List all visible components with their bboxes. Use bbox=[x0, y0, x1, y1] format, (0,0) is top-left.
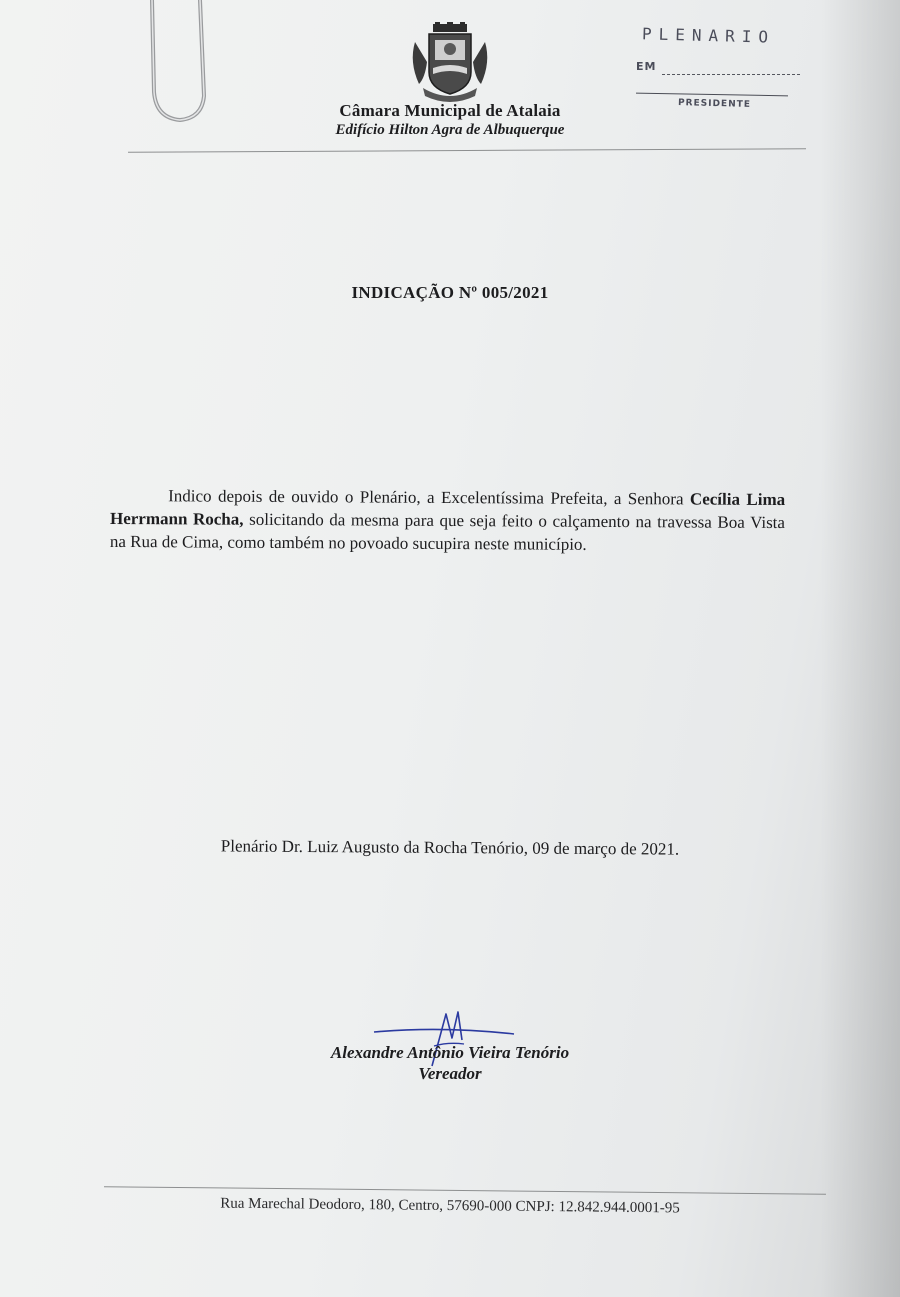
recipient-name: Cecília Lima Herrmann Rocha, bbox=[109, 489, 786, 529]
signer-role: Vereador bbox=[418, 1064, 482, 1083]
plenary-stamp bbox=[632, 22, 812, 117]
body-text-suffix: solicitando da mesma para que seja feito o calçamento na travessa Boa Vista na Rua de Cima, como também no povoado sucupira neste município. bbox=[109, 509, 786, 554]
stamp-rule bbox=[662, 74, 800, 75]
footer-divider bbox=[104, 1186, 826, 1195]
stamp-line-2: EM bbox=[636, 60, 657, 73]
document-title: INDICAÇÃO Nº 005/2021 bbox=[351, 283, 549, 302]
org-building-name: Edifício Hilton Agra de Albuquerque bbox=[335, 122, 565, 138]
body-text-prefix: Indico depois de ouvido o Plenário, a Excelentíssima Prefeita, a Senhora bbox=[168, 486, 691, 509]
page-edge-shadow bbox=[820, 0, 900, 1297]
body-paragraph bbox=[110, 484, 785, 557]
stamp-rule bbox=[636, 93, 788, 97]
signer-name: Alexandre Antônio Vieira Tenório bbox=[330, 1043, 570, 1062]
stamp-line-1: PLENARIO bbox=[641, 24, 776, 47]
footer-address: Rua Marechal Deodoro, 180, Centro, 57690-000 CNPJ: 12.842.944.0001-95 bbox=[220, 1195, 680, 1217]
org-name: Câmara Municipal de Atalaia bbox=[339, 101, 561, 120]
stamp-line-3: PRESIDENTE bbox=[677, 98, 752, 110]
municipal-crest-icon bbox=[405, 22, 495, 102]
header-divider bbox=[128, 148, 806, 153]
place-and-date: Plenário Dr. Luiz Augusto da Rocha Tenório, 09 de março de 2021. bbox=[220, 836, 680, 859]
